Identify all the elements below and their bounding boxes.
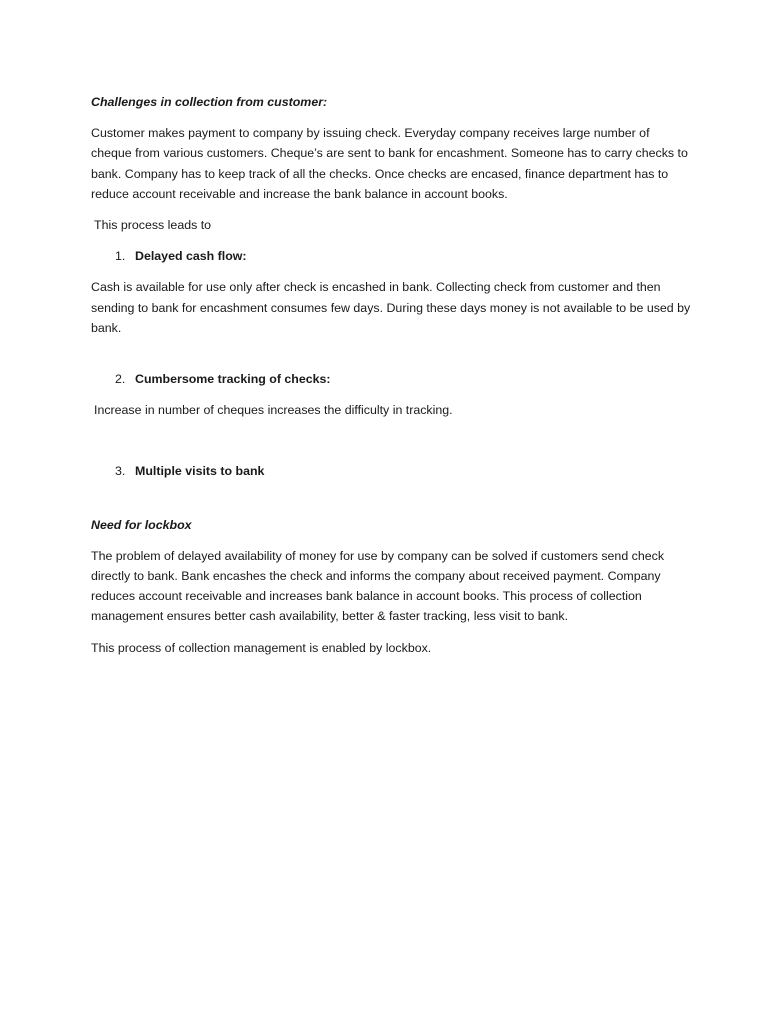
paragraph-cumbersome-tracking: Increase in number of cheques increases the difficulty in tracking. bbox=[94, 403, 453, 418]
list-item-delayed-cash-flow bbox=[91, 246, 691, 266]
paragraph-lockbox-enabled: This process of collection management is enabled by lockbox. bbox=[91, 640, 432, 655]
paragraph-lockbox-solution: The problem of delayed availability of money for use by company can be solved if customers send check directly to bank. Bank encashes the check and informs the company about received payment. Company reduces account receivable and increases bank balance in account books. This process of collection management ensures better cash availability, better & faster tracking, less visit to bank. bbox=[91, 548, 665, 624]
paragraph-process-leads: This process leads to bbox=[94, 218, 212, 233]
paragraph-delayed-cash-flow: Cash is available for use only after check is encashed in bank. Collecting check from customer and then sending to bank for encashment consumes few days. During these days money is not available to be used by bank. bbox=[91, 280, 691, 335]
list-number-2: 2. bbox=[115, 372, 126, 387]
section-heading-challenges: Challenges in collection from customer: bbox=[91, 95, 328, 109]
list-title-delayed-cash-flow: Delayed cash flow: bbox=[135, 249, 247, 264]
document-body bbox=[91, 92, 691, 669]
list-number-1: 1. bbox=[115, 249, 126, 264]
list-item-cumbersome-tracking bbox=[91, 369, 691, 389]
list-title-multiple-visits: Multiple visits to bank bbox=[135, 464, 265, 479]
section-heading-lockbox: Need for lockbox bbox=[91, 517, 192, 532]
list-item-multiple-visits bbox=[91, 461, 691, 481]
list-title-cumbersome-tracking: Cumbersome tracking of checks: bbox=[135, 372, 331, 387]
list-number-3: 3. bbox=[115, 464, 126, 479]
paragraph-customer-payment: Customer makes payment to company by issuing check. Everyday company receives large number of cheque from various customers. Cheque’s are sent to bank for encashment. Someone has to carry checks to bank. Company has to keep track of all the checks. Once checks are encased, finance department has to reduce account receivable and increase the bank balance in account books. bbox=[91, 126, 688, 201]
